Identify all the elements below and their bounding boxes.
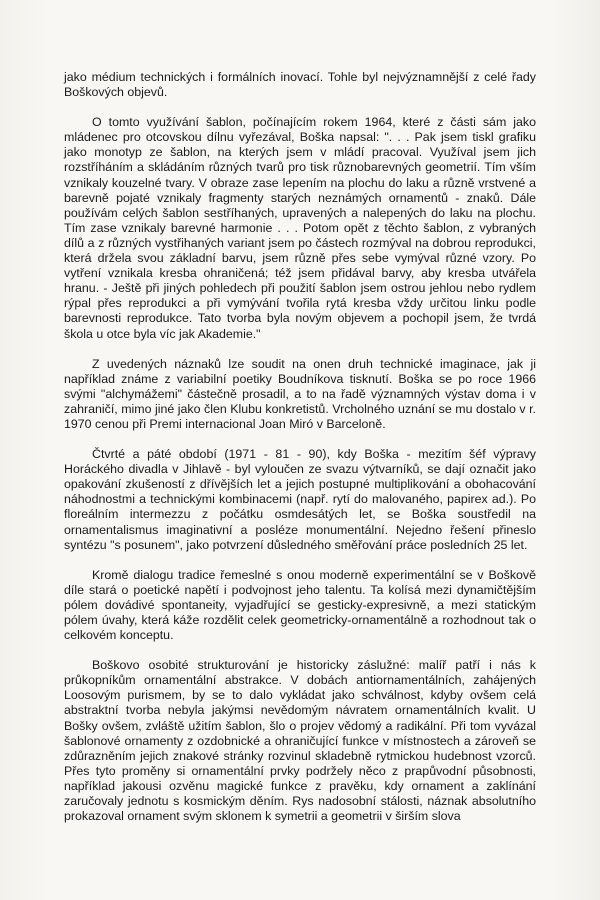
paragraph-ctvrte-obdobi: Čtvrté a páté období (1971 - 81 - 90), kdy Boška - mezitím šéf výpravy Horáckého divadla v Jihlavě - byl vyloučen ze svazu výtvarníků, se dají označit jako opakování zkušeností z dřívějších let a jejich postupné multiplikování a obohacování náhodnostmi a technickými kombinacemi (např. rytí do malovaného, papirex ad.). Po floreálním intermezzu z počátku osmdesátých let, se Boška soustředil na ornamentalismus imaginativní a posléze monumentální. Nejedno řešení přineslo syntézu "s posunem", jako potvrzení důsledného směřování práce posledních 25 let. bbox=[64, 447, 536, 552]
paragraph-ornamentalni-abstrakce: Boškovo osobité strukturování je historicky záslužné: malíř patří i nás k průkopníkům ornamentální abstrakce. V dobách antiornamentálních, zahájených Loosovým purismem, by se to dalo vykládat jako schválnost, kdyby ovšem celá abstraktní tvorba nebyla jakýmsi nevědomým návratem ornamentálních kvalit. U Bošky ovšem, zvláště užitím šablon, šlo o projev vědomý a radikální. Při tom vyvázal šablonové ornamenty z ozdobnické a ohraničující funkce v místnostech a zároveň se zdůrazněním jejich znakové stránky rozvinul skladebně rytmickou hudebnost vzorců. Přes tyto proměny si ornamentální prvky podržely něco z prapůvodní působnosti, například jakousi ozvěnu magické funkce z pravěku, kdy ornament a zaklínání zaručovaly jednotu s kosmickým děním. Rys nadosobní stálosti, náznak absolutního prokazoval ornament svým sklonem k symetrii a geometrii v širším slova bbox=[64, 658, 536, 824]
paragraph-continuation: jako médium technických i formálních inovací. Tohle byl nejvýznamnější z celé řady Boškových objevů. bbox=[64, 70, 536, 100]
body-text bbox=[64, 70, 536, 839]
paragraph-dialog-tradice: Kromě dialogu tradice řemeslné s onou moderně experimentální se v Boškově díle stará o poetické napětí i podvojnost jeho talentu. Ta kolísá mezi dynamičtějším pólem dovádivé spontaneity, vyjadřující se gesticky-expresivně, a mezi statickým pólem úvahy, která káže rozdělit celek geometricky-ornamentálně a rozhodnout tak o celkovém konceptu. bbox=[64, 567, 536, 643]
paragraph-sablony-quote: O tomto využívání šablon, počínajícím rokem 1964, které z části sám jako mládenec pro otcovskou dílnu vyřezával, Boška napsal: ". . . Pak jsem tiskl grafiku jako monotyp ze šablon, na kterých jsem v mládí pracoval. Využíval jsem jich rozstříháním a skládáním různých tvarů pro tisk různobarevných geometrií. Tím vším vznikaly kouzelné tvary. V obraze zase lepením na plochu do laku a různě vrstvené a barevně pojaté vznikaly fragmenty starých neznámých ornamentů - znaků. Dále používám celých šablon sestříhaných, upravených a nalepených do laku na plochu. Tím zase vznikaly barevné harmonie . . . Potom opět z těchto šablon, z vybraných dílů a z různých vystřihaných variant jsem po částech rozmýval na dobrou reprodukci, která držela svou základní barvu, jsem různě přes sebe vymýval různé vzory. Po vytření vznikala kresba ohraničená; též jsem přidával barvy, aby kresba utvářela hranu. - Ještě při jiných pohledech při použití šablon jsem ostrou jehlou nebo rydlem rýpal přes reprodukci a při vymývání tvořila rytá kresba vždy určitou linku podle barevnosti reprodukce. Tato tvorba byla novým objevem a pochopil jsem, že tvrdá škola u otce byla víc jak Akademie." bbox=[64, 115, 536, 341]
paragraph-technicka-imaginace: Z uvedených náznaků lze soudit na onen druh technické imaginace, jak ji například známe z variabilní poetiky Boudníkova tisknutí. Boška se po roce 1966 svými "alchymážemi" částečně prosadil, a to na řadě významných výstav doma i v zahraničí, mimo jiné jako člen Klubu konkretistů. Vrcholného uznání se mu dostalo v r. 1970 cenou při Premi internacional Joan Miró v Barceloně. bbox=[64, 356, 536, 431]
